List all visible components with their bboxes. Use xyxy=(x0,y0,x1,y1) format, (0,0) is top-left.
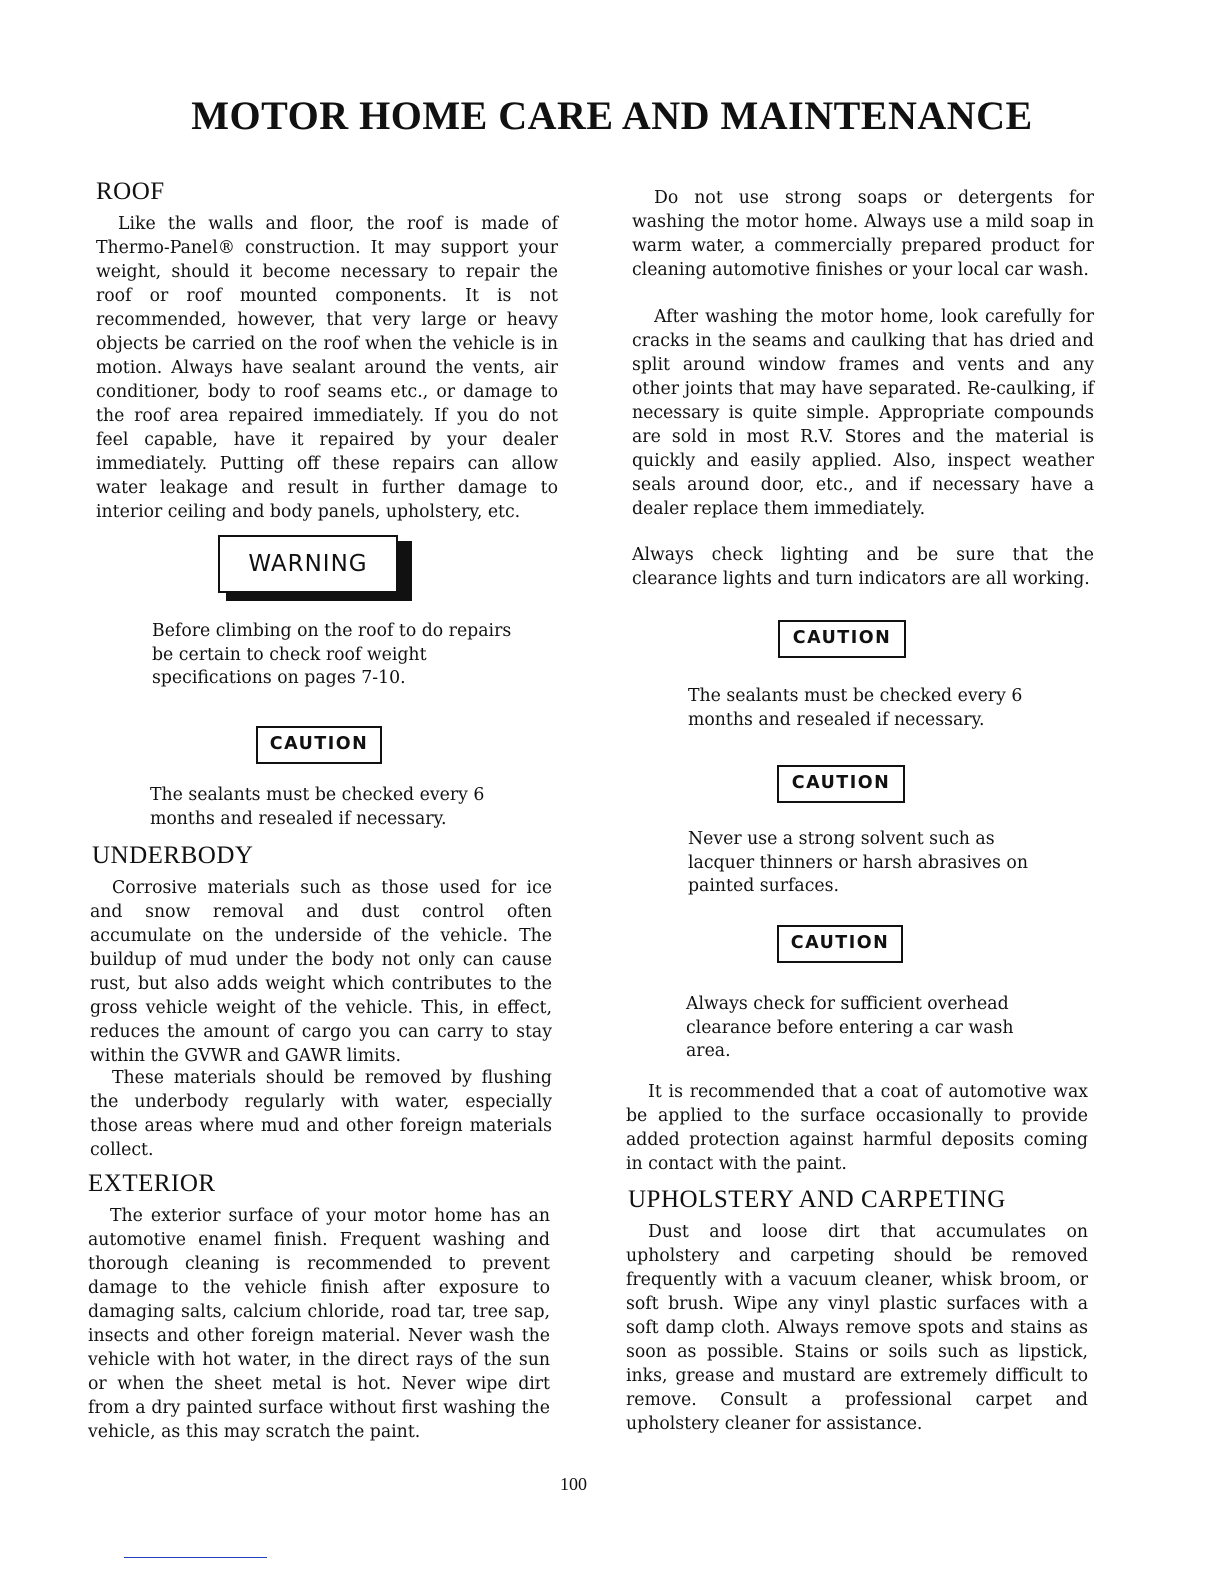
caulking-paragraph: After washing the motor home, look carefully for cracks in the seams and caulking that has dried and split around window frames and vents and any other joints that may have separated. Re-caulking, if necessary is quite simple. Appropriate compounds are sold in most R.V. Stores and the material is quickly and easily applied. Also, inspect weather seals around door, etc., and if necessary have a dealer replace them immediately. xyxy=(632,307,1094,519)
underbody-paragraph-2: These materials should be removed by flushing the underbody regularly with water, especially those areas where mud and other foreign materials collect. xyxy=(90,1068,552,1160)
underbody-heading: UNDERBODY xyxy=(92,842,254,869)
underbody-paragraph-1: Corrosive materials such as those used for ice and snow removal and dust control often accumulate on the underside of the vehicle. The buildup of mud under the body not only can cause rust, but also adds weight which contributes to the gross vehicle weight of the vehicle. This, in effect, reduces the amount of cargo you can carry to stay within the GVWR and GAWR limits. xyxy=(90,878,552,1066)
warning-label: WARNING xyxy=(218,535,398,593)
caution-label-2: CAUTION xyxy=(778,620,906,658)
warning-box xyxy=(218,535,412,603)
upholstery-heading: UPHOLSTERY AND CARPETING xyxy=(628,1186,1006,1213)
footer-rule xyxy=(124,1557,267,1558)
wax-paragraph: It is recommended that a coat of automotive wax be applied to the surface occasionally to provide added protection against harmful deposits coming in contact with the paint. xyxy=(626,1082,1088,1174)
exterior-heading: EXTERIOR xyxy=(88,1170,216,1197)
caution-label-3: CAUTION xyxy=(777,765,905,803)
caution-text-1: The sealants must be checked every 6 months and resealed if necessary. xyxy=(150,785,485,829)
warning-text: Before climbing on the roof to do repairs be certain to check roof weight specifications on pages 7-10. xyxy=(152,621,512,688)
lighting-paragraph: Always check lighting and be sure that the clearance lights and turn indicators are all working. xyxy=(632,545,1094,589)
caution-text-3: Never use a strong solvent such as lacquer thinners or harsh abrasives on painted surfaces. xyxy=(688,829,1028,896)
caution-text-4: Always check for sufficient overhead clearance before entering a car wash area. xyxy=(686,994,1014,1061)
roof-paragraph: Like the walls and floor, the roof is made of Thermo-Panel® construction. It may support your weight, should it become necessary to repair the roof or roof mounted components. It is not recommended, however, that very large or heavy objects be carried on the roof when the vehicle is in motion. Always have sealant around the vents, air conditioner, body to roof seams etc., or damage to the roof area repaired immediately. If you do not feel capable, have it repaired by your dealer immediately. Putting off these repairs can allow water leakage and result in further damage to interior ceiling and body panels, upholstery, etc. xyxy=(96,214,558,522)
caution-label-1: CAUTION xyxy=(256,726,382,764)
caution-label-4: CAUTION xyxy=(777,925,903,963)
caution-text-2: The sealants must be checked every 6 months and resealed if necessary. xyxy=(688,686,1023,730)
page-title: MOTOR HOME CARE AND MAINTENANCE xyxy=(191,93,1033,138)
roof-heading: ROOF xyxy=(96,178,165,205)
page-number: 100 xyxy=(560,1474,587,1494)
upholstery-paragraph: Dust and loose dirt that accumulates on upholstery and carpeting should be removed frequently with a vacuum cleaner, whisk broom, or soft brush. Wipe any vinyl plastic surfaces with a soft damp cloth. Always remove spots and stains as soon as possible. Stains or soils such as lipstick, inks, grease and mustard are extremely difficult to remove. Consult a professional carpet and upholstery cleaner for assistance. xyxy=(626,1222,1088,1434)
exterior-paragraph: The exterior surface of your motor home has an automotive enamel finish. Frequent washing and thorough cleaning is recommended to prevent damage to the vehicle finish after exposure to damaging salts, calcium chloride, road tar, tree sap, insects and other foreign material. Never wash the vehicle with hot water, in the direct rays of the sun or when the sheet metal is hot. Never wipe dirt from a dry painted surface without first washing the vehicle, as this may scratch the paint. xyxy=(88,1206,550,1442)
washing-paragraph: Do not use strong soaps or detergents for washing the motor home. Always use a mild soap in warm water, a commercially prepared product for cleaning automotive finishes or your local car wash. xyxy=(632,188,1094,280)
